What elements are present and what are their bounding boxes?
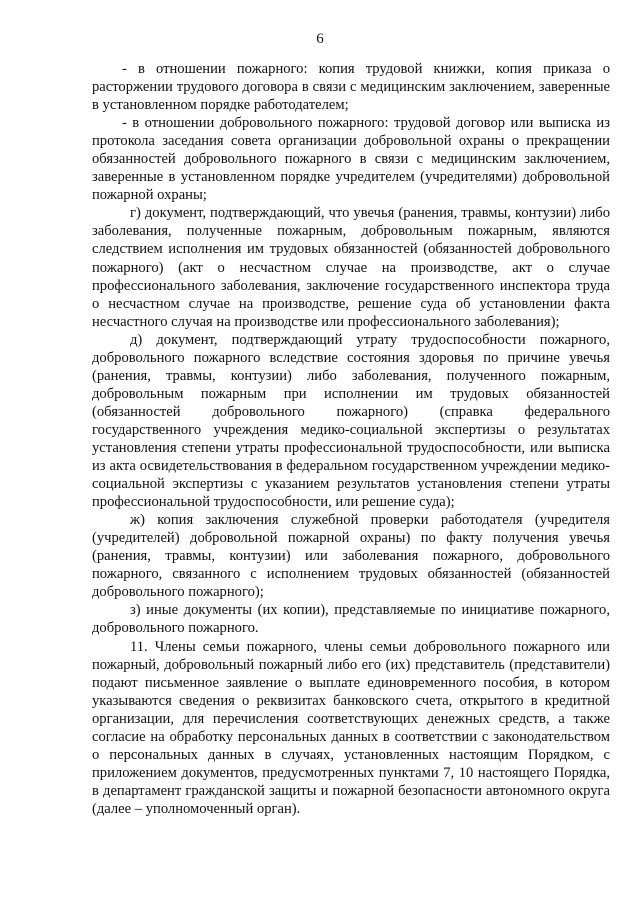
document-body <box>92 60 610 818</box>
paragraph-volunteer-documents: - в отношении добровольного пожарного: трудовой договор или выписка из протокола заседания совета организации добровольной охраны о прекращении обязанностей добровольного пожарного в связи с медицинским заключением, заверенные в установленном порядке учредителем (учредителями) добровольной пожарной охраны; <box>92 115 610 204</box>
paragraph-item-zh: ж) копия заключения служебной проверки работодателя (учредителя (учредителей) добровольной пожарной охраны) по факту получения увечья (ранения, травмы, контузии) или заболевания пожарного, добровольного пожарного, связанного с исполнением трудовых обязанностей (обязанностей добровольного пожарного); <box>92 512 610 601</box>
page-number: 6 <box>316 31 324 47</box>
paragraph-fire-fighter-documents: - в отношении пожарного: копия трудовой книжки, копия приказа о расторжении трудового договора в связи с медицинским заключением, заверенные в установленном порядке работодателем; <box>92 61 610 114</box>
paragraph-item-d: д) документ, подтверждающий утрату трудоспособности пожарного, добровольного пожарного вследствие состояния здоровья по причине увечья (ранения, травмы, контузии) либо заболевания, полученного пожарным, добровольным пожарным при исполнении им трудовых обязанностей (обязанностей добровольного пожарного) (справка федерального государственного учреждения медико-социальной экспертизы о результатах установления степени утраты профессиональной трудоспособности, или выписка из акта освидетельствования в федеральном государственном учреждении медико-социальной экспертизы с указанием результатов установления степени утраты профессиональной трудоспособности, или решение суда); <box>92 331 610 511</box>
paragraph-item-z: з) иные документы (их копии), представляемые по инициативе пожарного, добровольного пожарного. <box>92 602 610 637</box>
paragraph-item-g: г) документ, подтверждающий, что увечья (ранения, травмы, контузии) либо заболевания, полученные пожарным, добровольным пожарным, являются следствием исполнения им трудовых обязанностей (обязанностей добровольного пожарного) (акт о несчастном случае на производстве, акт о случае профессионального заболевания, заключение государственного инспектора труда о несчастном случае на производстве, решение суда об установлении факта несчастного случая на производстве или профессионального заболевания); <box>92 205 610 330</box>
paragraph-clause-11: 11. Члены семьи пожарного, члены семьи добровольного пожарного или пожарный, добровольный пожарный либо его (их) представитель (представители) подают письменное заявление о выплате единовременного пособия, в котором указываются сведения о реквизитах банковского счета, открытого в кредитной организации, для перечисления соответствующих денежных средств, а также согласие на обработку персональных данных в соответствии с законодательством о персональных данных в случаях, установленных настоящим Порядком, с приложением документов, предусмотренных пунктами 7, 10 настоящего Порядка, в департамент гражданской защиты и пожарной безопасности автономного округа (далее – уполномоченный орган). <box>92 638 610 817</box>
